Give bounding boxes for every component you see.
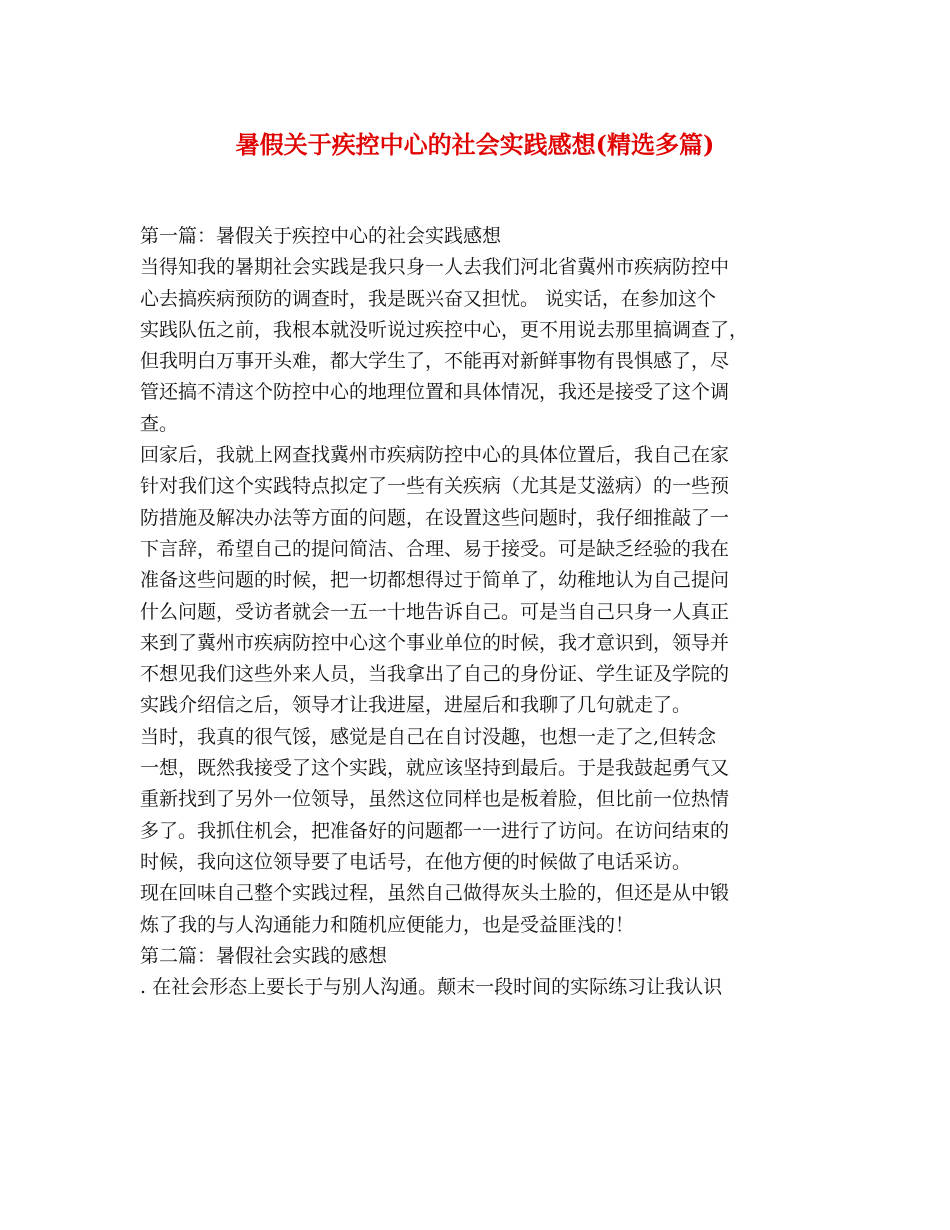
text-line: 心去搞疾病预防的调查时，我是既兴奋又担忧。 说实话，在参加这个 bbox=[140, 287, 717, 310]
text-line: 实践介绍信之后，领导才让我进屋，进屋后和我聊了几句就走了。 bbox=[140, 694, 692, 717]
text-line: 什么问题，受访者就会一五一十地告诉自己。可是当自己只身一人真正 bbox=[140, 600, 730, 623]
document-body bbox=[140, 221, 830, 1003]
text-line: . 在社会形态上要长于与别人沟通。颠末一段时间的实际练习让我认识 bbox=[140, 976, 723, 999]
text-line: 一想，既然我接受了这个实践，就应该坚持到最后。于是我鼓起勇气又 bbox=[140, 757, 730, 780]
text-line: 管还搞不清这个防控中心的地理位置和具体情况，我还是接受了这个调 bbox=[140, 381, 730, 404]
text-line: 下言辞，希望自己的提问简洁、合理、易于接受。可是缺乏经验的我在 bbox=[140, 537, 730, 560]
text-line: 但我明白万事开头难，都大学生了，不能再对新鲜事物有畏惧感了，尽 bbox=[140, 350, 730, 373]
text-line: 针对我们这个实践特点拟定了一些有关疾病（尤其是艾滋病）的一些预 bbox=[140, 475, 730, 498]
text-line: 炼了我的与人沟通能力和随机应便能力，也是受益匪浅的！ bbox=[140, 913, 635, 936]
text-line: 时候，我向这位领导要了电话号，在他方便的时候做了电话采访。 bbox=[140, 850, 692, 873]
text-line: 实践队伍之前，我根本就没听说过疾控中心，更不用说去那里搞调查了， bbox=[140, 318, 749, 341]
text-line: 第一篇：暑假关于疾控中心的社会实践感想 bbox=[140, 225, 502, 247]
text-line: 现在回味自己整个实践过程，虽然自己做得灰头土脸的，但还是从中锻 bbox=[140, 882, 730, 905]
text-line: 准备这些问题的时候，把一切都想得过于简单了，幼稚地认为自己提问 bbox=[140, 569, 730, 592]
text-line: 多了。我抓住机会，把准备好的问题都一一进行了访问。在访问结束的 bbox=[140, 819, 730, 842]
text-line: 当得知我的暑期社会实践是我只身一人去我们河北省冀州市疾病防控中 bbox=[140, 256, 730, 279]
text-line: 第二篇：暑假社会实践的感想 bbox=[140, 944, 388, 967]
text-line: 当时，我真的很气馁，感觉是自己在自讨没趣，也想一走了之,但转念 bbox=[140, 725, 717, 748]
text-line: 查。 bbox=[140, 412, 179, 435]
text-line: 防措施及解决办法等方面的问题，在设置这些问题时，我仔细推敲了一 bbox=[140, 506, 730, 529]
text-line: 回家后，我就上网查找冀州市疾病防控中心的具体位置后，我自己在家 bbox=[140, 444, 730, 467]
text-line: 来到了冀州市疾病防控中心这个事业单位的时候，我才意识到，领导并 bbox=[140, 631, 730, 654]
text-line: 不想见我们这些外来人员，当我拿出了自己的身份证、学生证及学院的 bbox=[140, 663, 730, 686]
document-title: 暑假关于疾控中心的社会实践感想(精选多篇) bbox=[235, 130, 715, 159]
text-line: 重新找到了另外一位领导，虽然这位同样也是板着脸，但比前一位热情 bbox=[140, 788, 730, 811]
